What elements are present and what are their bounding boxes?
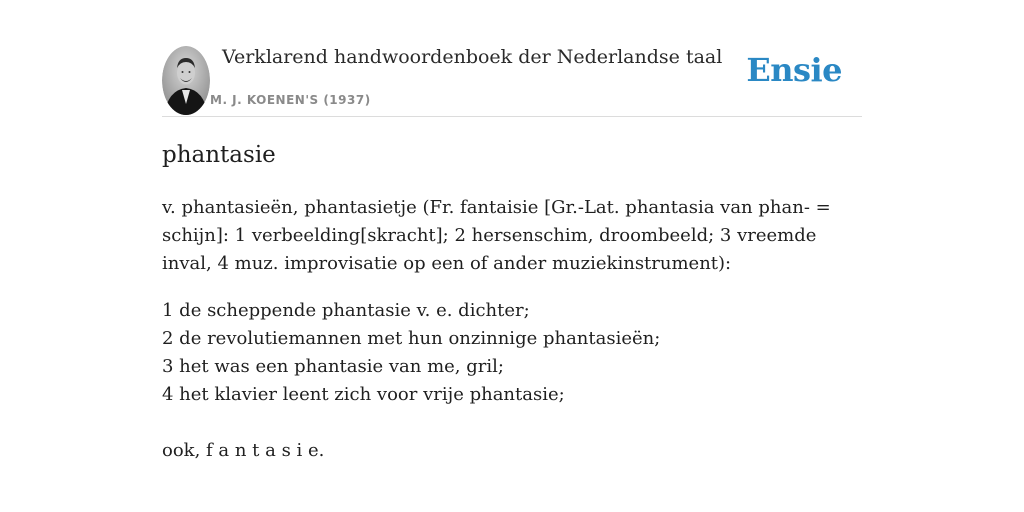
author-portrait [162,46,210,115]
example-item: 1 de scheppende phantasie v. e. dichter; [162,300,530,321]
author-byline: M. J. KOENEN'S (1937) [210,93,371,107]
entry-headword: phantasie [162,142,276,168]
ensie-logo-link[interactable]: Ensie [746,51,842,89]
entry-content [162,140,862,465]
example-item: 3 het was een phantasie van me, gril; [162,356,504,377]
spelling-variant: ook, f a n t a s i e. [162,440,325,461]
entry-definition: v. phantasieën, phantasietje (Fr. fantaisie [Gr.-Lat. phantasia van phan- = schijn]: 1 verbeelding[skracht]; 2 hersenschim, droombeeld; 3 vreemde inval, 4 muz. improvisatie op een of ander muziekinstrument): [162,197,831,274]
example-item: 2 de revolutiemannen met hun onzinnige phantasieën; [162,328,661,349]
example-list [162,297,862,409]
dictionary-title: Verklarend handwoordenboek der Nederlandse taal [222,46,723,68]
dictionary-header [162,46,862,117]
example-item: 4 het klavier leent zich voor vrije phantasie; [162,384,565,405]
